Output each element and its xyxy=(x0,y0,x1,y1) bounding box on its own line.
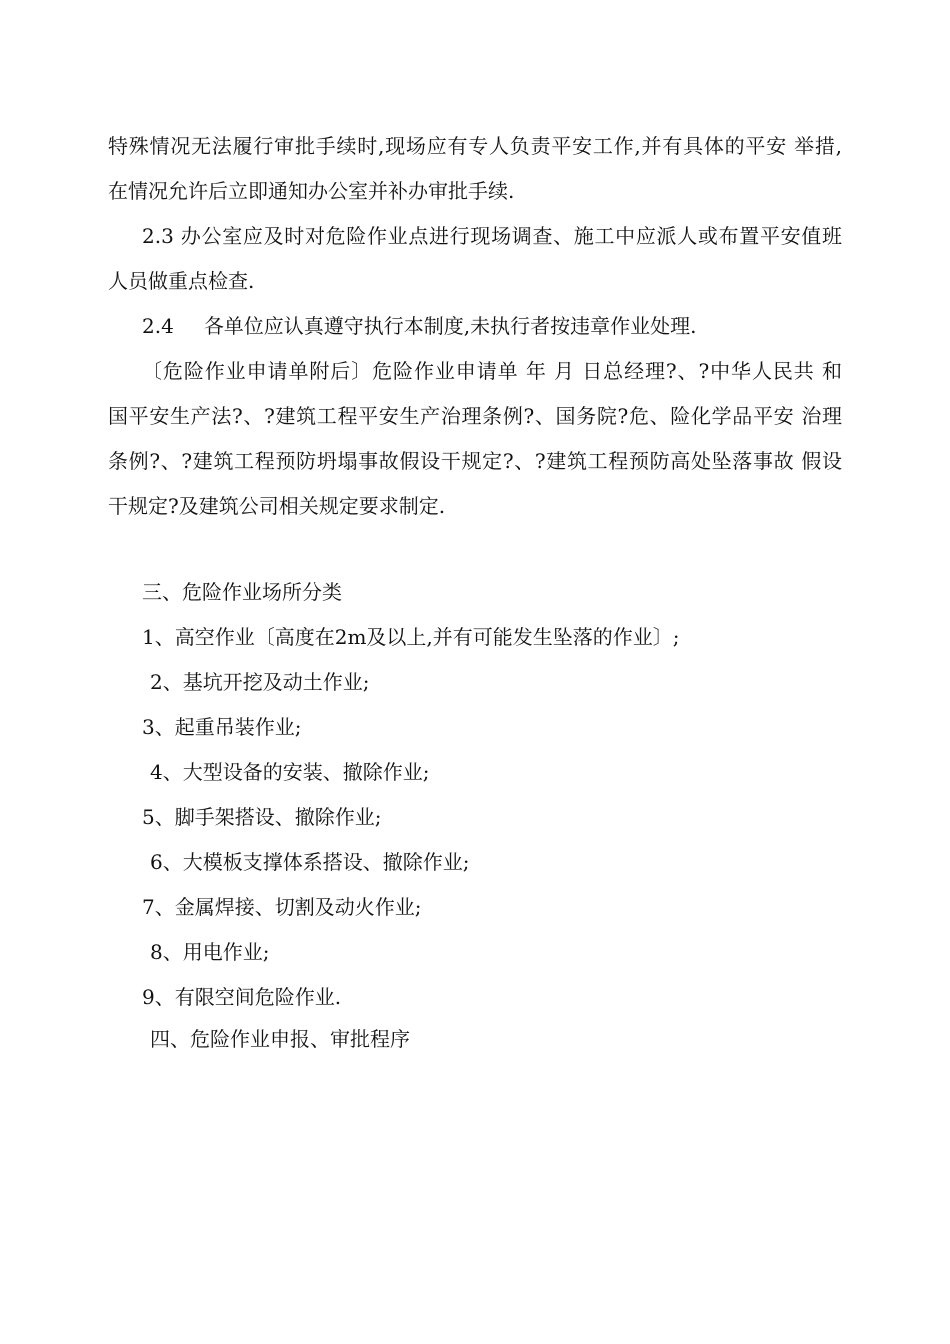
section-2-4-text: 各单位应认真遵守执行本制度,未执行者按违章作业处理. xyxy=(203,314,697,338)
list-item: 4、大型设备的安装、撤除作业; xyxy=(150,760,430,784)
basis-line-1: 〔危险作业申请单附后〕危险作业申请单 年 月 日总经理?、?中华人民共 和 xyxy=(142,359,842,383)
list-item: 3、起重吊装作业; xyxy=(142,715,302,739)
basis-line-4: 干规定?及建筑公司相关规定要求制定. xyxy=(108,494,446,518)
special-case-line-1: 特殊情况无法履行审批手续时,现场应有专人负责平安工作,并有具体的平安 举措, xyxy=(108,134,842,158)
special-case-line-2: 在情况允许后立即通知办公室并补办审批手续. xyxy=(108,179,515,203)
list-item: 1、高空作业〔高度在2m及以上,并有可能发生坠落的作业〕; xyxy=(142,625,680,649)
list-item: 6、大模板支撑体系搭设、撤除作业; xyxy=(150,850,470,874)
basis-line-2: 国平安生产法?、?建筑工程平安生产治理条例?、国务院?危、险化学品平安 治理 xyxy=(108,404,842,428)
list-item: 7、金属焊接、切割及动火作业; xyxy=(142,895,422,919)
section-2-4-number: 2.4 xyxy=(142,314,174,338)
list-item: 8、用电作业; xyxy=(150,940,270,964)
basis-line-3: 条例?、?建筑工程预防坍塌事故假设干规定?、?建筑工程预防高处坠落事故 假设 xyxy=(108,449,842,473)
section-2-4 xyxy=(142,314,697,338)
section-2-3-line-2: 人员做重点检查. xyxy=(108,269,255,293)
list-item: 2、基坑开挖及动土作业; xyxy=(150,670,370,694)
section-2-3-line-1: 2.3 办公室应及时对危险作业点进行现场调查、施工中应派人或布置平安值班 xyxy=(142,224,842,248)
section-4-heading: 四、危险作业申报、审批程序 xyxy=(150,1027,410,1051)
list-item: 5、脚手架搭设、撤除作业; xyxy=(142,805,382,829)
section-3-heading: 三、危险作业场所分类 xyxy=(142,580,342,604)
list-item: 9、有限空间危险作业. xyxy=(142,985,342,1009)
